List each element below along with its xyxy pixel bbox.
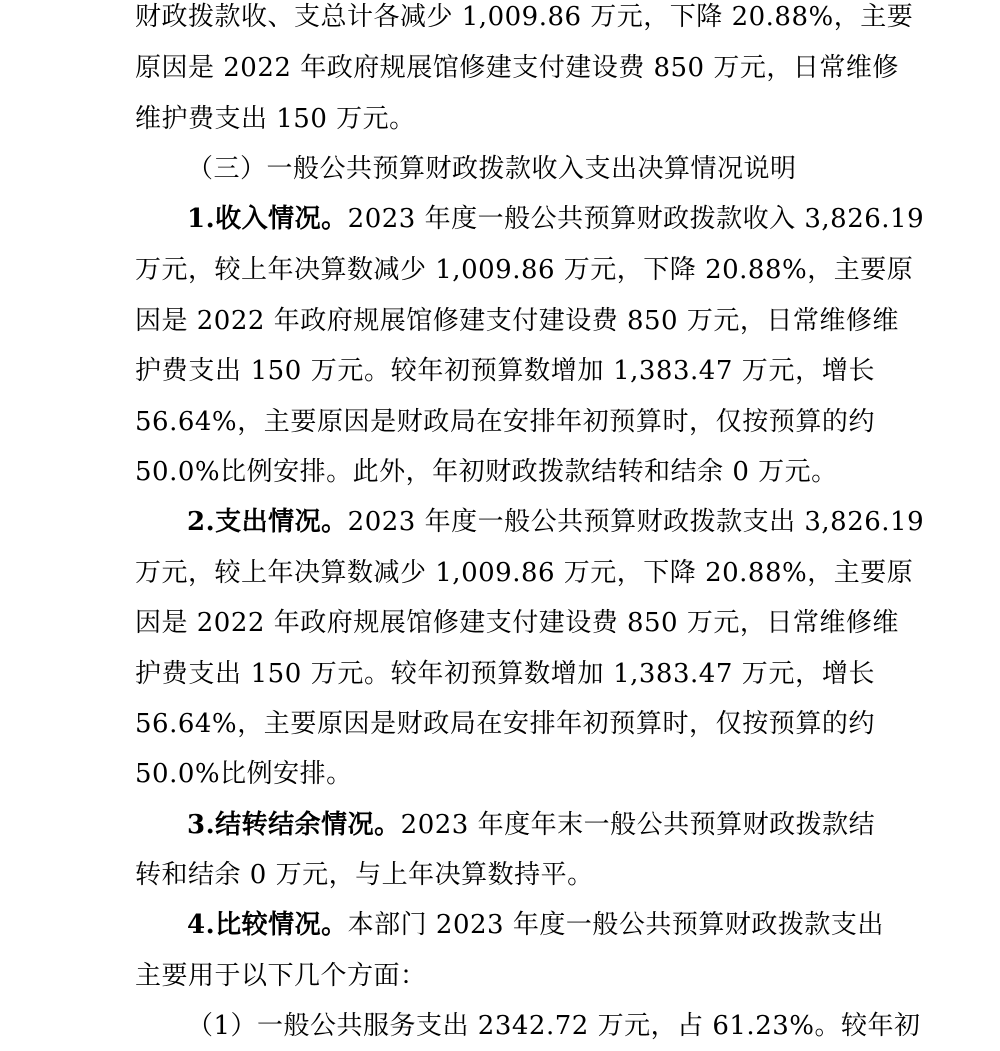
expense-line-1-text: 2023 年度一般公共预算财政拨款支出 3,826.19	[347, 507, 925, 537]
comparison-line-1-text: 本部门 2023 年度一般公共预算财政拨款支出	[347, 910, 884, 940]
expense-line-5: 56.64%，主要原因是财政局在安排年初预算时，仅按预算的约	[135, 709, 875, 739]
carryover-title: 3.结转结余情况。	[187, 810, 401, 840]
intro-line-3: 维护费支出 150 万元。	[135, 104, 416, 134]
income-line-6: 50.0%比例安排。此外，年初财政拨款结转和结余 0 万元。	[135, 457, 838, 487]
income-line-1-text: 2023 年度一般公共预算财政拨款收入 3,826.19	[347, 204, 925, 234]
comparison-line-2: 主要用于以下几个方面：	[135, 961, 427, 991]
income-line-3: 因是 2022 年政府规展馆修建支付建设费 850 万元，日常维修维	[135, 306, 899, 336]
intro-line-1: 财政拨款收、支总计各减少 1,009.86 万元，下降 20.88%，主要	[135, 2, 914, 32]
expense-line-4: 护费支出 150 万元。较年初预算数增加 1,383.47 万元，增长	[135, 659, 875, 689]
expense-line-3: 因是 2022 年政府规展馆修建支付建设费 850 万元，日常维修维	[135, 608, 899, 638]
comparison-line-1	[187, 900, 884, 950]
comparison-title: 4.比较情况。	[187, 910, 348, 940]
expense-line-2: 万元，较上年决算数减少 1,009.86 万元，下降 20.88%，主要原	[135, 558, 914, 588]
carryover-line-1	[187, 800, 875, 850]
expense-line-1	[187, 497, 925, 547]
income-line-2: 万元，较上年决算数减少 1,009.86 万元，下降 20.88%，主要原	[135, 255, 914, 285]
income-line-5: 56.64%，主要原因是财政局在安排年初预算时，仅按预算的约	[135, 407, 875, 437]
carryover-line-2: 转和结余 0 万元，与上年决算数持平。	[135, 860, 594, 890]
section-heading: （三）一般公共预算财政拨款收入支出决算情况说明	[187, 154, 797, 184]
income-line-1	[187, 194, 925, 244]
expense-title: 2.支出情况。	[187, 507, 348, 537]
income-line-4: 护费支出 150 万元。较年初预算数增加 1,383.47 万元，增长	[135, 356, 875, 386]
intro-line-2: 原因是 2022 年政府规展馆修建支付建设费 850 万元，日常维修	[135, 53, 899, 83]
comparison-item-1: （1）一般公共服务支出 2342.72 万元，占 61.23%。较年初	[187, 1011, 921, 1041]
income-title: 1.收入情况。	[187, 204, 348, 234]
expense-line-6: 50.0%比例安排。	[135, 759, 353, 789]
carryover-line-1-text: 2023 年度年末一般公共预算财政拨款结	[400, 810, 876, 840]
